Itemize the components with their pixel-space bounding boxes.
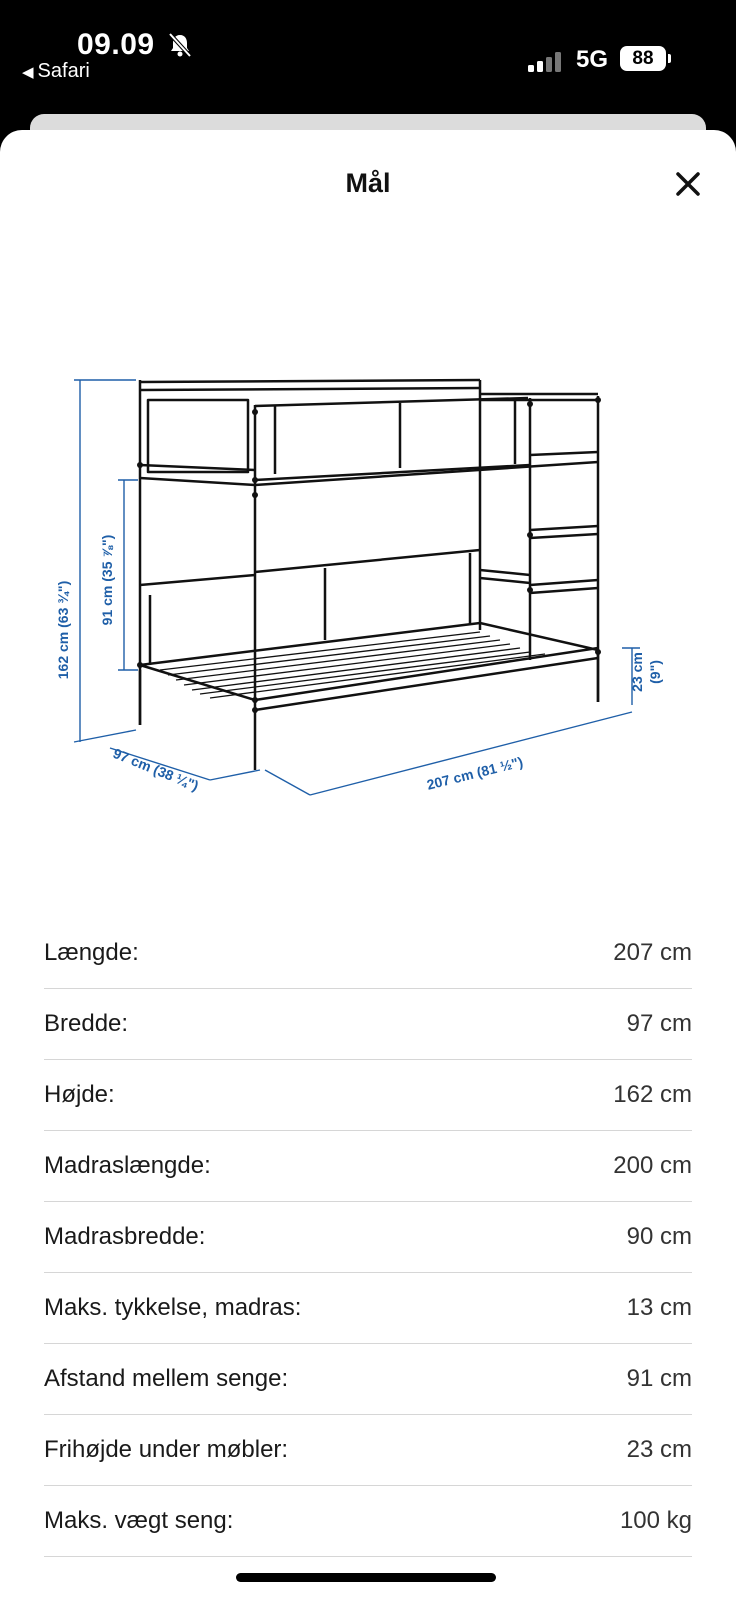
dimensions-sheet <box>0 130 736 1600</box>
dimension-value: 97 cm <box>626 1010 692 1037</box>
home-indicator[interactable] <box>236 1573 496 1582</box>
length-dimension-label: 207 cm (81 ½") <box>425 753 525 793</box>
clearance-dimension-inches: (9") <box>647 660 663 684</box>
dimension-row <box>44 1131 692 1202</box>
dimension-label: Madrasbredde: <box>44 1223 206 1250</box>
dimension-row <box>44 1486 692 1557</box>
height-dimension-label: 162 cm (63 ¾") <box>55 580 71 680</box>
bunk-bed-dimension-diagram <box>50 370 690 810</box>
bunk-bed-drawing <box>140 380 598 770</box>
dimension-label: Højde: <box>44 1081 115 1108</box>
dimension-label: Madraslængde: <box>44 1152 211 1179</box>
dimension-value: 91 cm <box>626 1365 692 1392</box>
bed-joints <box>137 397 601 713</box>
dimension-label: Længde: <box>44 939 139 966</box>
network-type: 5G <box>576 46 609 73</box>
dimension-value: 207 cm <box>613 939 692 966</box>
silent-mode-icon <box>168 32 192 58</box>
dimension-row <box>44 1273 692 1344</box>
bed-gap-dimension-label: 91 cm (35 ⅞") <box>99 534 115 626</box>
dimension-value: 100 kg <box>619 1507 692 1534</box>
cellular-signal-icon <box>528 52 564 72</box>
dimension-label: Maks. vægt seng: <box>44 1507 234 1534</box>
dimensions-list <box>44 918 692 1557</box>
dimension-row <box>44 918 692 989</box>
dimension-row <box>44 1415 692 1486</box>
battery-icon: 88 <box>620 46 666 71</box>
dimension-row <box>44 989 692 1060</box>
back-to-app-link[interactable] <box>22 60 90 83</box>
dimension-label: Maks. tykkelse, madras: <box>44 1294 302 1321</box>
battery-tip <box>668 54 671 63</box>
clearance-dimension-label: 23 cm <box>629 652 645 692</box>
dimension-label: Afstand mellem senge: <box>44 1365 289 1392</box>
close-icon[interactable] <box>668 164 708 204</box>
width-dimension-label: 97 cm (38 ¼") <box>110 744 201 794</box>
dimension-value: 13 cm <box>626 1294 692 1321</box>
dimension-lines <box>74 380 640 795</box>
clock: 09.09 <box>77 28 155 61</box>
back-app-label: Safari <box>37 60 90 82</box>
dimension-row <box>44 1202 692 1273</box>
dimension-row <box>44 1344 692 1415</box>
back-triangle-icon: ◀ <box>22 64 34 81</box>
dimension-label: Bredde: <box>44 1010 129 1037</box>
sheet-title: Mål <box>345 168 391 198</box>
dimension-row <box>44 1060 692 1131</box>
dimension-value: 23 cm <box>626 1436 692 1463</box>
dimension-value: 200 cm <box>613 1152 692 1179</box>
dimension-value: 162 cm <box>613 1081 692 1108</box>
dimension-label: Frihøjde under møbler: <box>44 1436 289 1463</box>
dimension-value: 90 cm <box>626 1223 692 1250</box>
status-bar <box>0 0 736 110</box>
